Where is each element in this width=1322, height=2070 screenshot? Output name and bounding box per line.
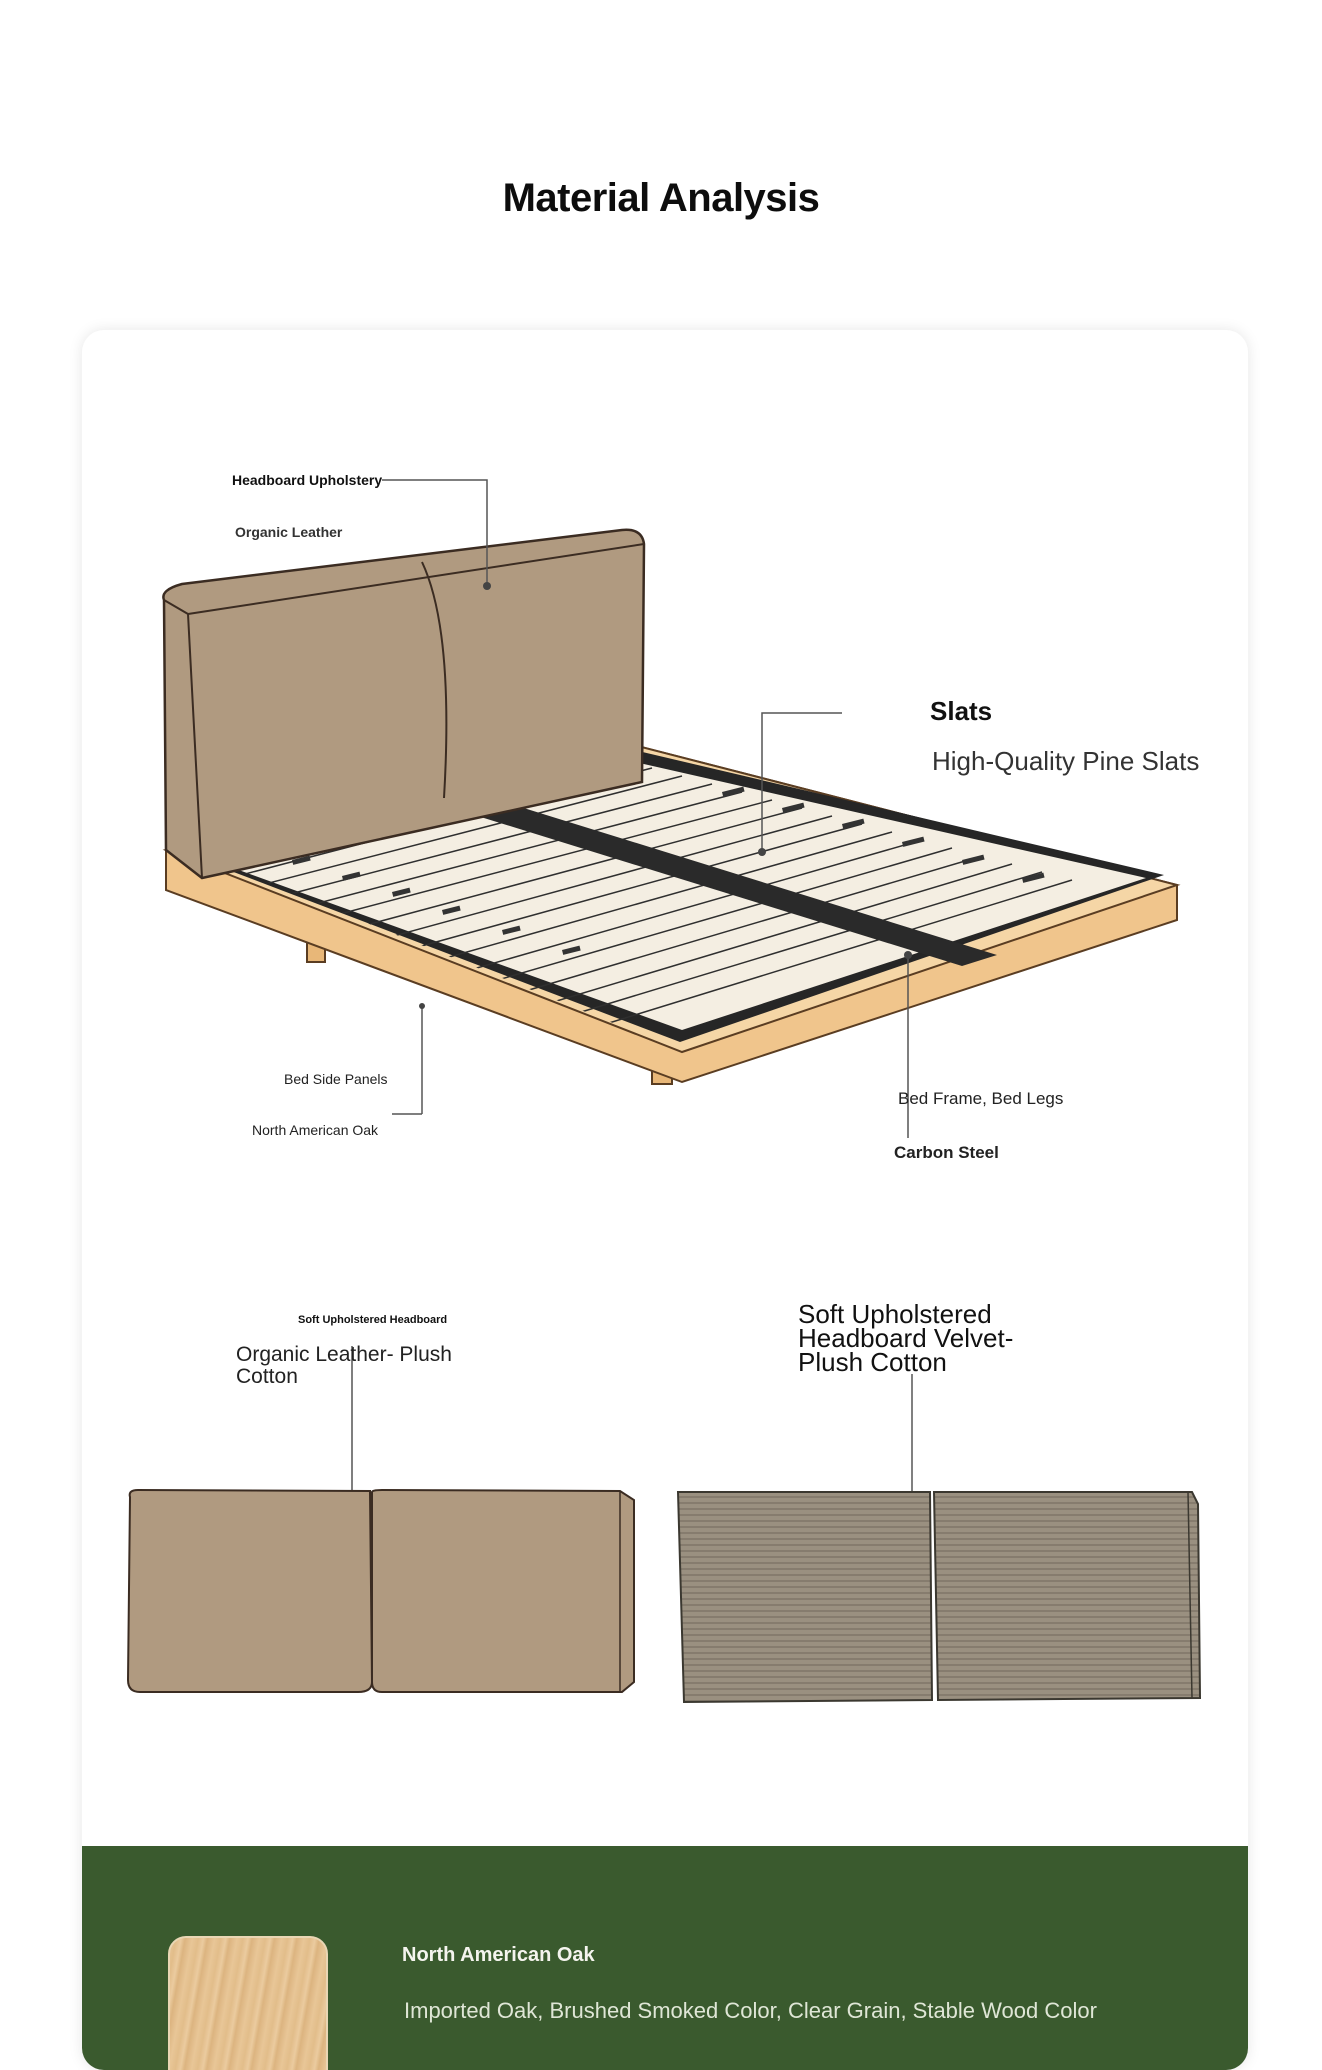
label-frame-material: Carbon Steel xyxy=(894,1143,999,1162)
label-bed-side-panels: Bed Side Panels xyxy=(284,1071,388,1087)
bed-illustration xyxy=(82,330,1248,1846)
label-side-material: North American Oak xyxy=(252,1122,379,1138)
material-section xyxy=(82,1846,1248,2070)
material-description: Imported Oak, Brushed Smoked Color, Clear Grain, Stable Wood Color xyxy=(404,1998,1097,2023)
material-card-panel xyxy=(82,330,1248,2070)
label-headboard-upholstery: Headboard Upholstery xyxy=(232,472,383,488)
label-left-headboard-material: Organic Leather- Plush Cotton xyxy=(236,1343,452,1388)
material-title: North American Oak xyxy=(402,1944,595,1966)
label-right-headboard: Soft Upholstered Headboard Velvet- Plush Cotton xyxy=(798,1299,1014,1377)
velvet-headboard-pillows xyxy=(678,1492,1200,1702)
label-slats-material: High-Quality Pine Slats xyxy=(932,746,1200,776)
page-title: Material Analysis xyxy=(502,176,820,220)
oak-swatch xyxy=(168,1936,328,2070)
label-left-headboard-title: Soft Upholstered Headboard xyxy=(298,1314,448,1326)
label-slats: Slats xyxy=(930,696,993,726)
label-frame-legs: Bed Frame, Bed Legs xyxy=(898,1089,1064,1108)
leather-headboard-pillows xyxy=(128,1490,634,1692)
label-organic-leather: Organic Leather xyxy=(235,524,343,540)
